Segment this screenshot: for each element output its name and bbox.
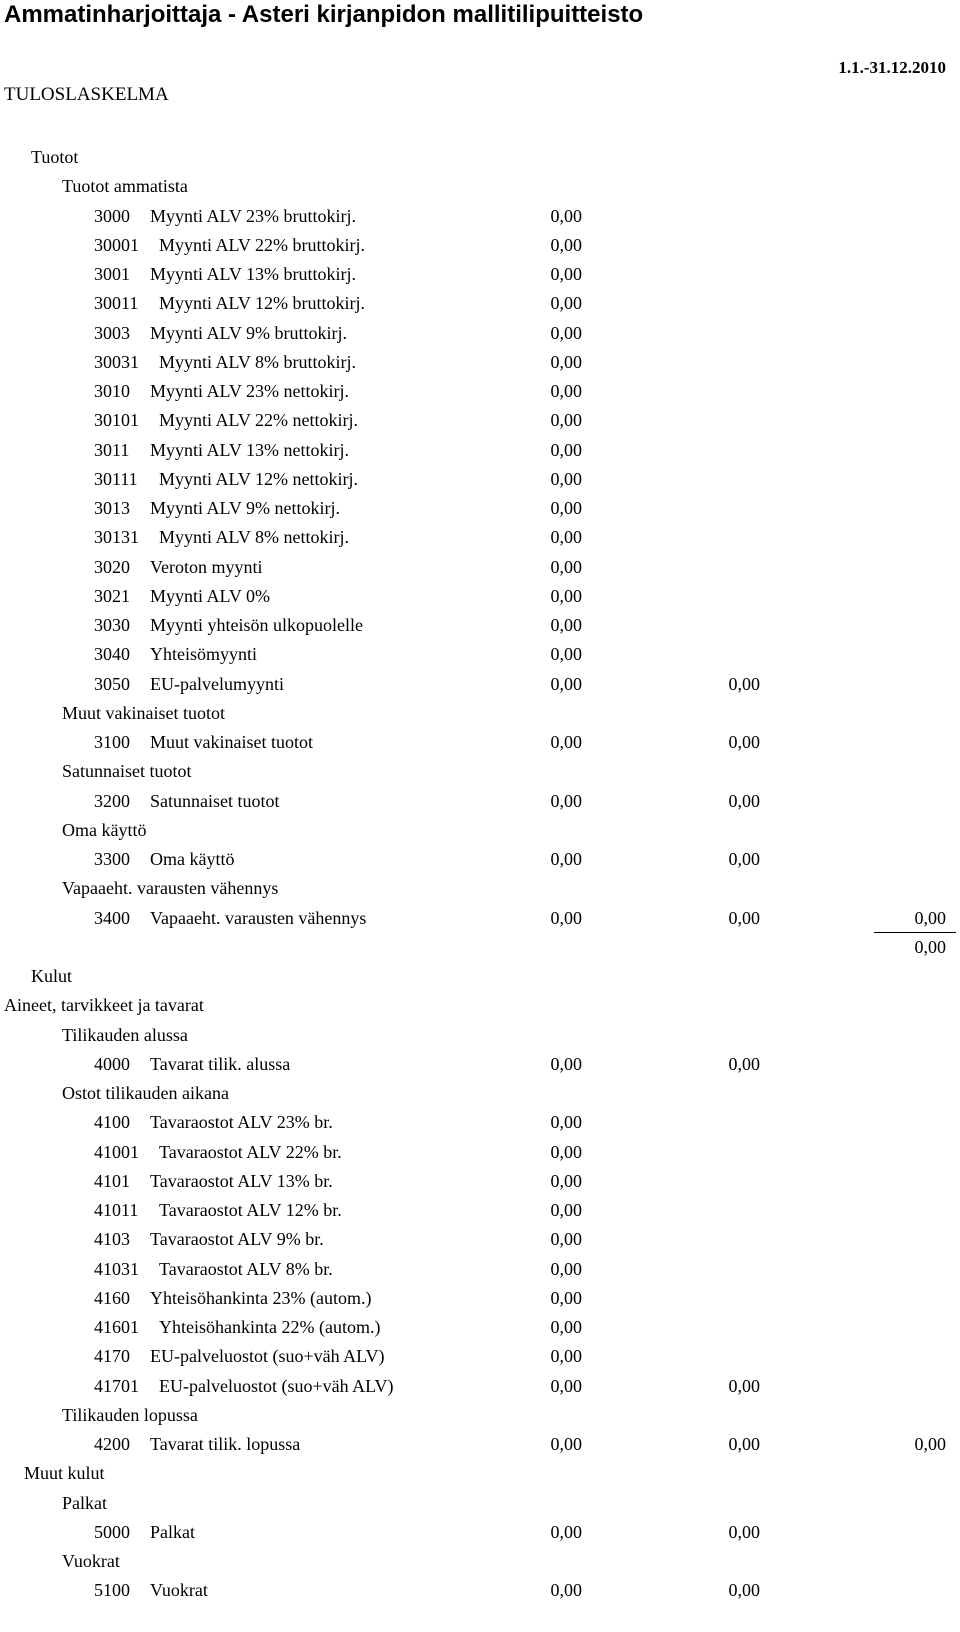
- section-heading: [0, 991, 960, 1020]
- heading-label: Satunnaiset tuotot: [62, 761, 192, 782]
- heading-label: Muut vakinaiset tuotot: [62, 702, 225, 723]
- section-heading: [0, 143, 960, 172]
- account-code: 3000: [94, 205, 130, 226]
- account-row: [0, 582, 960, 611]
- account-name: Myynti ALV 23% bruttokirj.: [150, 205, 357, 226]
- account-row: [0, 1576, 960, 1605]
- account-name: Veroton myynti: [150, 556, 263, 577]
- amount-col1: 0,00: [550, 1521, 582, 1542]
- account-name: Myynti ALV 9% bruttokirj.: [150, 322, 348, 343]
- account-row: [0, 728, 960, 757]
- account-name: Tavarat tilik. alussa: [150, 1053, 291, 1074]
- account-row: [0, 465, 960, 494]
- amount-col2: 0,00: [728, 1434, 760, 1454]
- account-row: [0, 1225, 960, 1254]
- heading-label: Oma käyttö: [62, 819, 147, 840]
- account-name: Tavaraostot ALV 23% br.: [150, 1112, 333, 1133]
- amount-col1: 0,00: [550, 1317, 582, 1337]
- amount-col1: 0,00: [550, 1375, 582, 1396]
- account-name: Myynti ALV 8% bruttokirj.: [159, 351, 357, 372]
- account-code: 3300: [94, 849, 130, 869]
- section-heading: [0, 757, 960, 786]
- amount-col2: 0,00: [728, 1053, 760, 1074]
- section-heading: [0, 172, 960, 201]
- amount-col1: 0,00: [550, 1053, 582, 1074]
- section-heading: [0, 874, 960, 903]
- account-code: 4100: [94, 1112, 130, 1133]
- section-heading: [0, 1401, 960, 1430]
- account-code: 41601: [94, 1317, 139, 1337]
- amount-col1: 0,00: [550, 644, 582, 665]
- amount-col1: 0,00: [550, 381, 582, 401]
- account-row: [0, 1108, 960, 1137]
- amount-col1: 0,00: [550, 1434, 582, 1454]
- amount-col1: 0,00: [550, 527, 582, 548]
- account-name: EU-palveluostot (suo+väh ALV): [150, 1346, 385, 1367]
- amount-col1: 0,00: [550, 1112, 582, 1133]
- account-name: Myynti yhteisön ulkopuolelle: [150, 615, 363, 635]
- account-name: Tavaraostot ALV 13% br.: [150, 1170, 333, 1191]
- amount-col2: 0,00: [728, 790, 760, 811]
- account-row: [0, 787, 960, 816]
- heading-label: Muut kulut: [24, 1463, 105, 1484]
- section-heading: [0, 1547, 960, 1576]
- amount-col1: 0,00: [550, 790, 582, 811]
- account-code: 3050: [94, 673, 130, 694]
- account-name: Myynti ALV 12% bruttokirj.: [159, 293, 366, 314]
- account-code: 3400: [94, 907, 130, 928]
- amount-col1: 0,00: [550, 1580, 582, 1601]
- amount-col1: 0,00: [550, 732, 582, 752]
- heading-label: Tilikauden lopussa: [62, 1404, 198, 1425]
- heading-label: Ostot tilikauden aikana: [62, 1083, 229, 1103]
- income-statement-table: [0, 143, 960, 1606]
- amount-col1: 0,00: [550, 1287, 582, 1308]
- amount-col1: 0,00: [550, 849, 582, 869]
- section-heading: [0, 1079, 960, 1108]
- account-row: [0, 289, 960, 318]
- account-code: 41031: [94, 1258, 139, 1279]
- account-code: 4200: [94, 1434, 130, 1454]
- amount-col1: 0,00: [550, 1229, 582, 1250]
- account-row: [0, 1050, 960, 1079]
- amount-col2: 0,00: [728, 673, 760, 694]
- heading-label: Vuokrat: [62, 1551, 120, 1571]
- account-name: Vapaaeht. varausten vähennys: [150, 907, 367, 928]
- account-row: [0, 611, 960, 640]
- account-row: [0, 1167, 960, 1196]
- account-code: 3100: [94, 732, 130, 752]
- account-row: [0, 1430, 960, 1459]
- account-code: 30011: [94, 293, 139, 314]
- account-row: [0, 319, 960, 348]
- account-name: Myynti ALV 12% nettokirj.: [159, 468, 359, 489]
- account-code: 5100: [94, 1580, 130, 1601]
- amount-col1: 0,00: [550, 322, 582, 343]
- account-code: 30101: [94, 410, 139, 431]
- account-code: 3021: [94, 585, 130, 606]
- account-name: Myynti ALV 9% nettokirj.: [150, 498, 341, 518]
- account-code: 3040: [94, 644, 130, 665]
- account-code: 30111: [94, 468, 138, 489]
- account-name: Muut vakinaiset tuotot: [150, 732, 313, 752]
- account-code: 4170: [94, 1346, 130, 1367]
- amount-col2: 0,00: [728, 1521, 760, 1542]
- account-code: 3200: [94, 790, 130, 811]
- amount-col1: 0,00: [550, 1170, 582, 1191]
- heading-label: Palkat: [62, 1492, 107, 1513]
- account-name: Yhteisömyynti: [150, 644, 257, 665]
- account-row: [0, 1313, 960, 1342]
- account-code: 3011: [94, 439, 130, 460]
- heading-label: Kulut: [31, 966, 73, 986]
- account-name: Myynti ALV 23% nettokirj.: [150, 381, 350, 401]
- account-row: [0, 845, 960, 874]
- section-heading: [0, 1021, 960, 1050]
- account-code: 41001: [94, 1141, 139, 1162]
- account-name: Vuokrat: [150, 1580, 208, 1601]
- report-title: Ammatinharjoittaja - Asteri kirjanpidon mallitilipuitteisto: [4, 1, 644, 28]
- amount-col1: 0,00: [550, 351, 582, 372]
- account-row: [0, 1284, 960, 1313]
- account-row: [0, 231, 960, 260]
- account-name: Palkat: [150, 1521, 195, 1542]
- account-row: [0, 1138, 960, 1167]
- account-row: [0, 377, 960, 406]
- account-row: [0, 640, 960, 669]
- account-code: 41011: [94, 1200, 139, 1220]
- account-code: 30031: [94, 351, 139, 372]
- account-code: 3030: [94, 615, 130, 635]
- account-row: [0, 436, 960, 465]
- account-name: Myynti ALV 0%: [150, 585, 271, 606]
- amount-col1: 0,00: [550, 585, 582, 606]
- account-name: Myynti ALV 22% bruttokirj.: [159, 234, 366, 255]
- heading-label: Vapaaeht. varausten vähennys: [62, 878, 279, 899]
- account-code: 4101: [94, 1170, 130, 1191]
- amount-col2: 0,00: [728, 1580, 760, 1601]
- total-row: [0, 933, 960, 962]
- section-heading: [0, 962, 960, 991]
- account-name: Tavarat tilik. lopussa: [150, 1434, 301, 1454]
- heading-label: Tilikauden alussa: [62, 1024, 188, 1045]
- account-row: [0, 553, 960, 582]
- amount-col2: 0,00: [728, 849, 760, 869]
- account-name: Satunnaiset tuotot: [150, 790, 280, 811]
- account-code: 30001: [94, 234, 139, 255]
- account-name: Oma käyttö: [150, 849, 235, 869]
- account-row: [0, 523, 960, 552]
- amount-col1: 0,00: [550, 556, 582, 577]
- amount-col1: 0,00: [550, 498, 582, 518]
- account-name: Yhteisöhankinta 23% (autom.): [150, 1287, 372, 1308]
- account-name: Myynti ALV 13% bruttokirj.: [150, 264, 357, 284]
- amount-col1: 0,00: [550, 205, 582, 226]
- account-name: Myynti ALV 8% nettokirj.: [159, 527, 350, 548]
- amount-col1: 0,00: [550, 410, 582, 431]
- account-row: [0, 1196, 960, 1225]
- account-name: Tavaraostot ALV 8% br.: [159, 1258, 333, 1279]
- account-row: [0, 406, 960, 435]
- heading-label: Tuotot ammatista: [62, 176, 188, 197]
- account-row: [0, 348, 960, 377]
- amount-col1: 0,00: [550, 1258, 582, 1279]
- account-code: 3013: [94, 498, 130, 518]
- account-row: [0, 1372, 960, 1401]
- account-row: [0, 1255, 960, 1284]
- account-code: 41701: [94, 1375, 139, 1396]
- account-name: Tavaraostot ALV 22% br.: [159, 1141, 342, 1162]
- account-name: Tavaraostot ALV 9% br.: [150, 1229, 324, 1250]
- amount-col2: 0,00: [728, 907, 760, 928]
- report-subtitle: TULOSLASKELMA: [4, 84, 169, 105]
- account-name: EU-palveluostot (suo+väh ALV): [159, 1375, 394, 1396]
- report-period: 1.1.-31.12.2010: [838, 58, 946, 77]
- section-heading: [0, 816, 960, 845]
- account-row: [0, 670, 960, 699]
- account-row: [0, 494, 960, 523]
- account-row: [0, 1518, 960, 1547]
- section-heading: [0, 699, 960, 728]
- amount-col1: 0,00: [550, 468, 582, 489]
- account-name: Myynti ALV 13% nettokirj.: [150, 439, 350, 460]
- section-heading: [0, 1489, 960, 1518]
- amount-col1: 0,00: [550, 439, 582, 460]
- heading-label: Tuotot: [31, 147, 79, 167]
- account-row: [0, 1342, 960, 1371]
- account-code: 30131: [94, 527, 139, 548]
- section-heading: [0, 1459, 960, 1488]
- total-amount: 0,00: [914, 936, 946, 957]
- account-code: 4000: [94, 1053, 130, 1074]
- amount-col1: 0,00: [550, 293, 582, 314]
- account-name: Yhteisöhankinta 22% (autom.): [159, 1317, 381, 1337]
- amount-col1: 0,00: [550, 1346, 582, 1367]
- account-code: 5000: [94, 1521, 130, 1542]
- account-name: Myynti ALV 22% nettokirj.: [159, 410, 359, 431]
- account-code: 3003: [94, 322, 130, 343]
- account-row: [0, 904, 960, 933]
- amount-col1: 0,00: [550, 907, 582, 928]
- amount-col2: 0,00: [728, 732, 760, 752]
- account-code: 3010: [94, 381, 130, 401]
- account-code: 3020: [94, 556, 130, 577]
- amount-col1: 0,00: [550, 234, 582, 255]
- account-row: [0, 202, 960, 231]
- amount-col1: 0,00: [550, 1141, 582, 1162]
- amount-col1: 0,00: [550, 1200, 582, 1220]
- account-code: 4160: [94, 1287, 130, 1308]
- heading-label: Aineet, tarvikkeet ja tavarat: [4, 995, 204, 1016]
- account-row: [0, 260, 960, 289]
- account-name: EU-palvelumyynti: [150, 673, 284, 694]
- account-name: Tavaraostot ALV 12% br.: [159, 1200, 342, 1220]
- amount-col3: 0,00: [914, 907, 946, 928]
- account-code: 4103: [94, 1229, 130, 1250]
- amount-col2: 0,00: [728, 1375, 760, 1396]
- amount-col1: 0,00: [550, 264, 582, 284]
- amount-col1: 0,00: [550, 615, 582, 635]
- account-code: 3001: [94, 264, 130, 284]
- amount-col3: 0,00: [914, 1434, 946, 1454]
- amount-col1: 0,00: [550, 673, 582, 694]
